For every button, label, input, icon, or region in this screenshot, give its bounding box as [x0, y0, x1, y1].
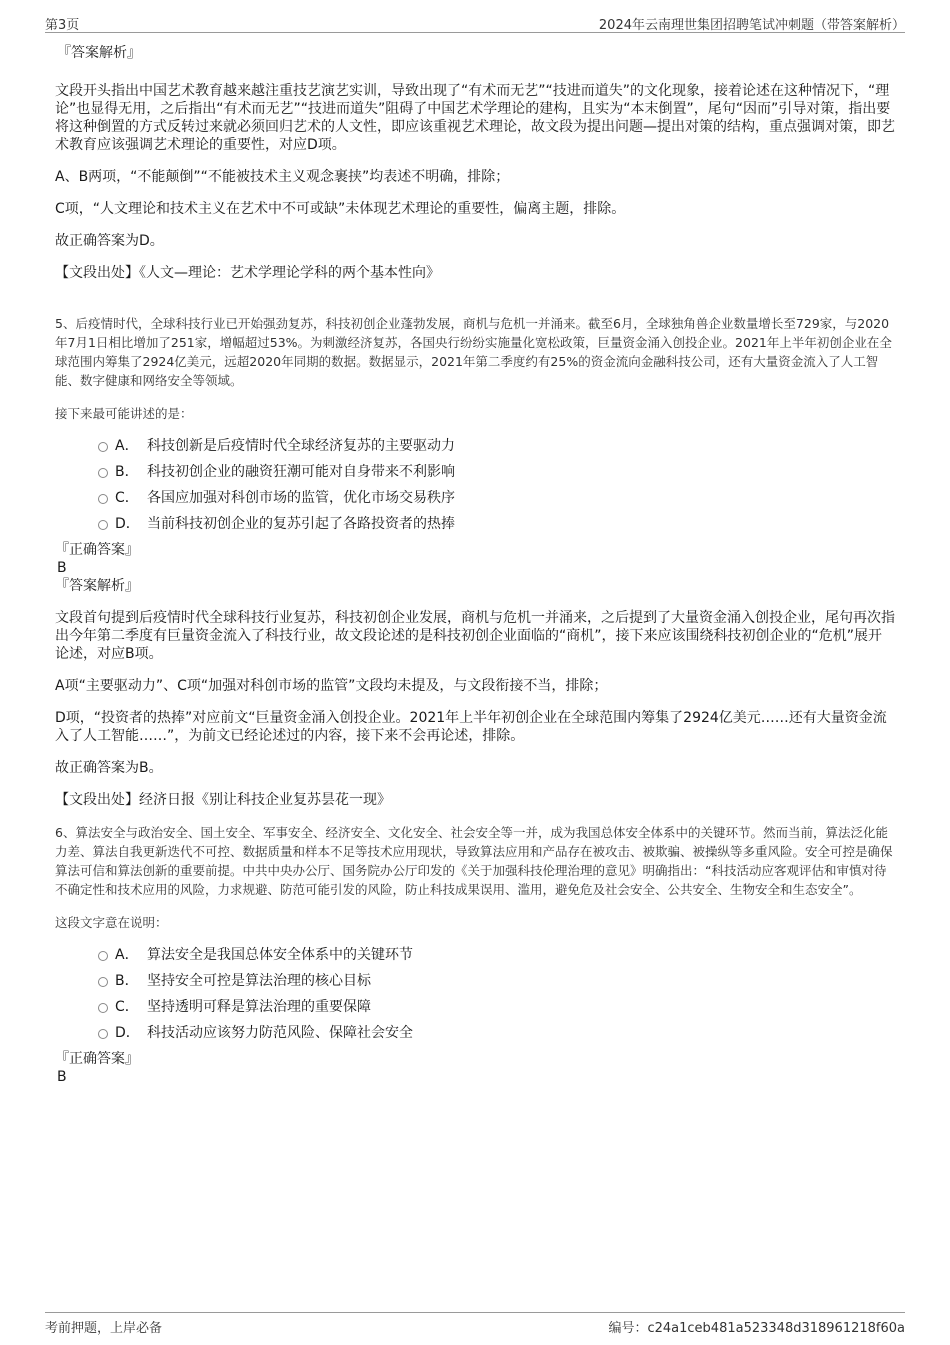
option-c[interactable]: C． 各国应加强对科创市场的监管，优化市场交易秩序 — [55, 485, 895, 511]
document-code: 编号：c24a1ceb481a523348d318961218f60a — [608, 1321, 905, 1336]
radio-icon[interactable] — [98, 442, 108, 452]
radio-icon[interactable] — [98, 1029, 108, 1039]
option-b[interactable]: B． 科技初创企业的融资狂潮可能对自身带来不利影响 — [55, 459, 895, 485]
question-6-text: 6、算法安全与政治安全、国土安全、军事安全、经济安全、文化安全、社会安全等一并，成为我国总体安全体系中的关键环节。然而当前，算法泛化能力差、算法自我更新迭代不可控、数据质量和样本不足等技术应用现状，导致算法应用和产品存在被攻击、被欺骗、被操纵等多重风险。安全可控是确保算法可信和算法创新的重要前提。中共中央办公厅、国务院办公厅印发的《关于加强科技伦理治理的意见》明确指出：“科技活动应客观评估和审慎对待不确定性和技术应用的风险，力求规避、防范可能引发的风险，防止科技成果误用、滥用，避免危及社会安全、公共安全、生物安全和生态安全”。 — [55, 825, 893, 897]
footer-slogan: 考前押题，上岸必备 — [45, 1321, 163, 1336]
question-6-prompt: 这段文字意在说明： — [55, 915, 168, 930]
q5-analysis-paragraph: 文段首句提到后疫情时代全球科技行业复苏，科技初创企业发展，商机与危机一并涌来，之后提到了大量资金涌入创投企业，尾句再次指出今年第二季度有巨量资金流入了科技行业，故文段论述的是科技初创企业面临的“商机”，接下来应该围绕科技初创企业的“危机”展开论述，对应B项。 — [55, 610, 895, 662]
analysis-conclusion: 故正确答案为D。 — [55, 233, 164, 249]
analysis-label: 『答案解析』 — [55, 578, 139, 594]
analysis-c-paragraph: C项，“人文理论和技术主义在艺术中不可或缺”未体现艺术理论的重要性，偏离主题，排除。 — [55, 201, 626, 217]
q5-source-citation: 【文段出处】经济日报《别让科技企业复苏昙花一现》 — [55, 792, 391, 808]
analysis-paragraph: 文段开头指出中国艺术教育越来越注重技艺演艺实训，导致出现了“有术而无艺”“技进而道失”的文化现象，接着论述在这种情况下，“理论”也显得无用，之后指出“有术而无艺”“技进而道失”阻碍了中国艺术学理论的建构，且实为“本末倒置”，尾句“因而”引导对策，指出要将这种倒置的方式反转过来就必须回归艺术的人文性，即应该重视艺术理论，故文段为提出问题—提出对策的结构，重点强调对策，即艺术教育应该强调艺术理论的重要性，对应D项。 — [55, 83, 895, 153]
radio-icon[interactable] — [98, 494, 108, 504]
correct-answer-label: 『正确答案』 — [55, 1051, 139, 1067]
option-c[interactable]: C． 坚持透明可释是算法治理的重要保障 — [55, 994, 895, 1020]
question-5-prompt: 接下来最可能讲述的是： — [55, 406, 193, 421]
radio-icon[interactable] — [98, 520, 108, 530]
option-a[interactable]: A． 科技创新是后疫情时代全球经济复苏的主要驱动力 — [55, 433, 895, 459]
q5-analysis-ac-paragraph: A项“主要驱动力”、C项“加强对科创市场的监管”文段均未提及，与文段衔接不当，排除； — [55, 678, 608, 694]
radio-icon[interactable] — [98, 951, 108, 961]
option-d[interactable]: D． 当前科技初创企业的复苏引起了各路投资者的热捧 — [55, 511, 895, 537]
page-number: 第3页 — [45, 18, 80, 33]
correct-answer-label: 『正确答案』 — [55, 542, 139, 558]
page-footer — [45, 1312, 905, 1337]
q5-conclusion: 故正确答案为B。 — [55, 760, 163, 776]
page-header — [45, 12, 905, 33]
option-d[interactable]: D． 科技活动应该努力防范风险、保障社会安全 — [55, 1020, 895, 1046]
correct-answer-value: B — [57, 1069, 67, 1085]
document-title: 2024年云南理世集团招聘笔试冲刺题（带答案解析） — [598, 18, 905, 33]
radio-icon[interactable] — [98, 977, 108, 987]
option-b[interactable]: B． 坚持安全可控是算法治理的核心目标 — [55, 968, 895, 994]
question-5-options — [55, 433, 895, 537]
question-6-options — [55, 942, 895, 1046]
source-citation: 【文段出处】《人文—理论：艺术学理论学科的两个基本性向》 — [55, 265, 440, 281]
analysis-ab-paragraph: A、B两项，“不能颠倒”“不能被技术主义观念裹挟”均表述不明确，排除； — [55, 169, 510, 185]
correct-answer-value: B — [57, 560, 67, 576]
question-5-text: 5、后疫情时代，全球科技行业已开始强劲复苏，科技初创企业蓬勃发展，商机与危机一并涌来。截至6月，全球独角兽企业数量增长至729家，与2020年7月1日相比增加了251家，增幅超过53%。为刺激经济复苏，各国央行纷纷实施量化宽松政策，巨量资金涌入创投企业。2021年上半年初创企业在全球范围内筹集了2924亿美元，远超2020年同期的数据。数据显示，2021年第二季度约有25%的资金流向金融科技公司，还有大量资金流入了人工智能、数字健康和网络安全等领域。 — [55, 316, 892, 388]
radio-icon[interactable] — [98, 1003, 108, 1013]
page-content — [55, 44, 895, 1086]
q5-analysis-d-paragraph: D项，“投资者的热捧”对应前文“巨量资金涌入创投企业。2021年上半年初创企业在全球范围内筹集了2924亿美元……还有大量资金流入了人工智能……”，为前文已经论述过的内容，接下来不会再论述，排除。 — [55, 710, 887, 744]
analysis-label: 『答案解析』 — [57, 45, 141, 61]
radio-icon[interactable] — [98, 468, 108, 478]
option-a[interactable]: A． 算法安全是我国总体安全体系中的关键环节 — [55, 942, 895, 968]
